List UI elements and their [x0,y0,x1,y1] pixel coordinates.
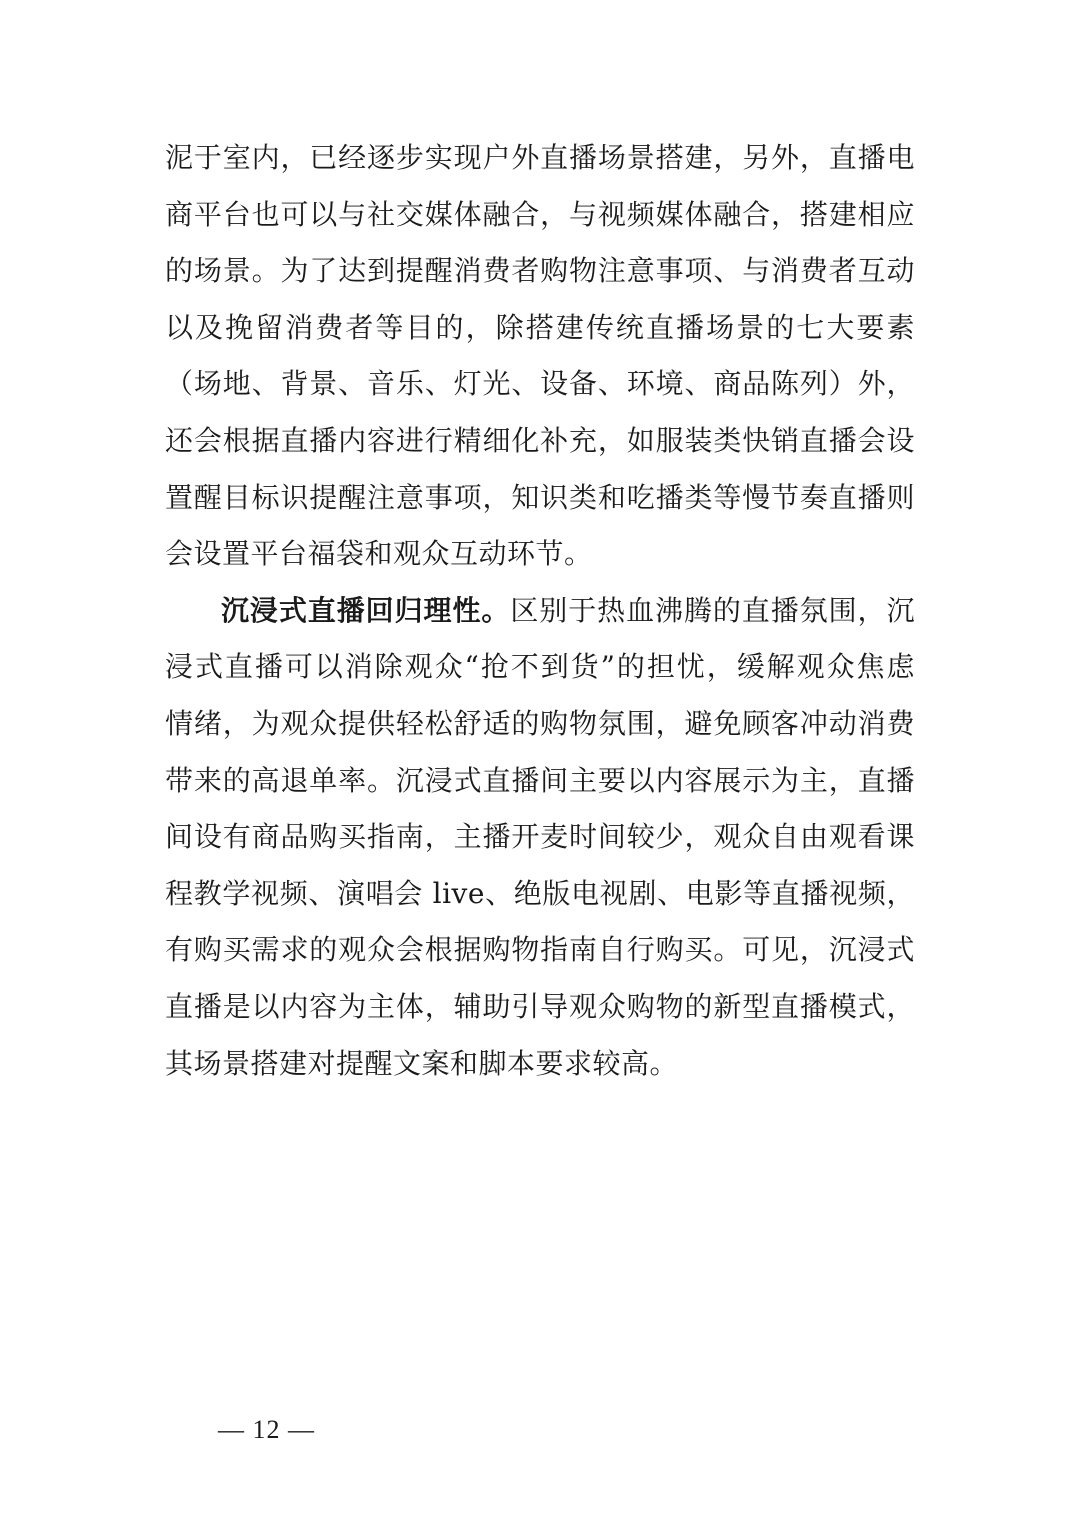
text-line: 有购买需求的观众会根据购物指南自行购买。可见，沉浸式 [165,933,915,967]
page-number: — 12 — [218,1415,315,1444]
text-run: 区别于热血沸腾的直播氛围，沉 [510,593,915,627]
text-line: 带来的高退单率。沉浸式直播间主要以内容展示为主，直播 [165,763,915,797]
text-line: 商平台也可以与社交媒体融合，与视频媒体融合，搭建相应 [165,197,915,231]
body-text [165,130,915,1092]
text-line: 直播是以内容为主体，辅助引导观众购物的新型直播模式， [165,989,915,1023]
text-line: 还会根据直播内容进行精细化补充，如服装类快销直播会设 [165,423,915,457]
text-line: 以及挽留消费者等目的，除搭建传统直播场景的七大要素 [165,310,915,344]
paragraph-2 [165,583,915,1092]
text-line: （场地、背景、音乐、灯光、设备、环境、商品陈列）外， [165,367,915,401]
text-line: 程教学视频、演唱会 live、绝版电视剧、电影等直播视频， [165,876,915,910]
text-line: 置醒目标识提醒注意事项，知识类和吃播类等慢节奏直播则 [165,480,915,514]
text-line: 浸式直播可以消除观众“抢不到货”的担忧，缓解观众焦虑 [165,650,915,684]
text-line: 泥于室内，已经逐步实现户外直播场景搭建，另外，直播电 [165,141,915,174]
text-line: 情绪，为观众提供轻松舒适的购物氛围，避免顾客冲动消费 [165,706,915,740]
text-line: 的场景。为了达到提醒消费者购物注意事项、与消费者互动 [165,254,915,288]
text-line: 间设有商品购买指南，主播开麦时间较少，观众自由观看课 [165,820,915,854]
paragraph-heading: 沉浸式直播回归理性。 [221,593,511,627]
paragraph-1 [165,130,915,583]
text-line: 其场景搭建对提醒文案和脚本要求较高。 [165,1046,679,1080]
paragraph-first-line [165,583,915,640]
text-line: 会设置平台福袋和观众互动环节。 [165,537,593,571]
